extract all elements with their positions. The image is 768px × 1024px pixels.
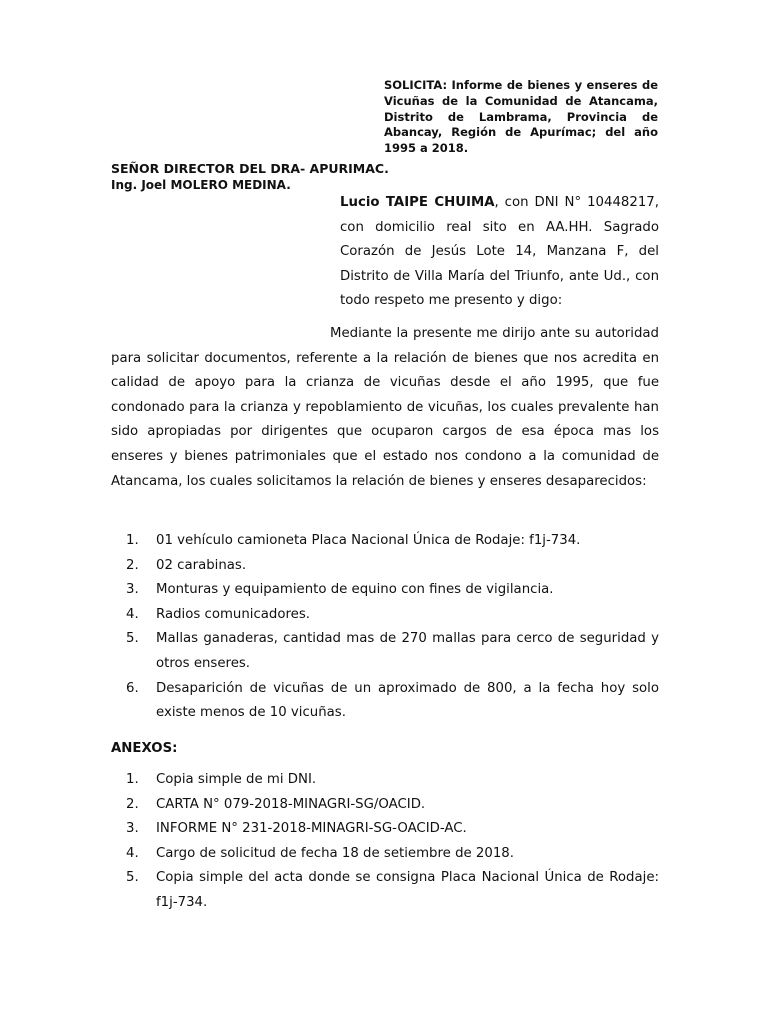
list-item <box>126 603 659 628</box>
list-item-number: 2. <box>126 557 139 573</box>
solicita-label: SOLICITA: <box>384 78 448 92</box>
list-item-number: 5. <box>126 870 139 886</box>
list-item <box>126 817 659 842</box>
list-item <box>126 793 659 818</box>
addressee-title: SEÑOR DIRECTOR DEL DRA- APURIMAC. <box>111 161 389 176</box>
list-item-number: 3. <box>126 582 139 598</box>
list-item-number: 2. <box>126 796 139 812</box>
list-item-text: INFORME N° 231-2018-MINAGRI-SG-OACID-AC. <box>156 821 467 837</box>
list-item <box>126 866 659 915</box>
applicant-name: Lucio TAIPE CHUIMA <box>340 195 495 210</box>
body-paragraph <box>111 322 659 494</box>
list-item <box>126 529 659 554</box>
addressee-name: Ing. Joel MOLERO MEDINA. <box>111 178 291 192</box>
list-item <box>126 677 659 726</box>
list-item-number: 4. <box>126 606 139 622</box>
list-item-number: 1. <box>126 772 139 787</box>
solicita-text: Informe de bienes y enseres de Vicuñas de la Comunidad de Atancama, Distrito de Lambrama, Provincia de Abancay, Región de Apurímac; del año 1995 a 2018. <box>384 78 658 156</box>
list-item-text: 01 vehículo camioneta Placa Nacional Única de Rodaje: f1j-734. <box>156 533 581 548</box>
list-item-number: 6. <box>126 680 139 696</box>
list-item-number: 5. <box>126 631 139 647</box>
list-item-text: Cargo de solicitud de fecha 18 de setiembre de 2018. <box>156 845 514 861</box>
list-item <box>126 627 659 676</box>
list-item-text: Desaparición de vicuñas de un aproximado de 800, a la fecha hoy solo existe menos de 10 vicuñas. <box>156 680 659 721</box>
list-item <box>126 578 659 603</box>
list-item-text: Copia simple del acta donde se consigna Placa Nacional Única de Rodaje: f1j-734. <box>156 870 659 910</box>
addressee-block <box>111 160 389 194</box>
list-item-number: 4. <box>126 845 139 861</box>
list-item-text: 02 carabinas. <box>156 557 247 573</box>
list-item <box>126 768 659 793</box>
list-item <box>126 554 659 579</box>
intro-paragraph <box>340 191 659 314</box>
list-item-text: Mallas ganaderas, cantidad mas de 270 mallas para cerco de seguridad y otros enseres. <box>156 631 659 671</box>
intro-text: , con DNI N° 10448217, con domicilio real sito en AA.HH. Sagrado Corazón de Jesús Lote 14, Manzana F, del Distrito de Villa María del Triunfo, ante Ud., con todo respeto me presento y digo: <box>340 195 659 309</box>
anexos-heading: ANEXOS: <box>111 741 178 756</box>
list-item-number: 1. <box>126 533 139 548</box>
body-text: Mediante la presente me dirijo ante su autoridad para solicitar documentos, referente a la relación de bienes que nos acredita en calidad de apoyo para la crianza de vicuñas desde el año 1995, que fue condonado para la crianza y repoblamiento de vicuñas, los cuales prevalente han sido apropiadas por dirigentes que ocuparon cargos de esa época mas los enseres y bienes patrimoniales que el estado nos condono a la comunidad de Atancama, los cuales solicitamos la relación de bienes y enseres desaparecidos: <box>111 326 659 489</box>
items-list <box>126 529 659 726</box>
list-item <box>126 842 659 867</box>
anexos-list <box>126 768 659 916</box>
list-item-number: 3. <box>126 821 139 837</box>
list-item-text: Copia simple de mi DNI. <box>156 772 317 787</box>
list-item-text: Monturas y equipamiento de equino con fines de vigilancia. <box>156 582 554 598</box>
list-item-text: Radios comunicadores. <box>156 606 311 622</box>
solicita-block <box>384 78 658 157</box>
list-item-text: CARTA N° 079-2018-MINAGRI-SG/OACID. <box>156 796 426 812</box>
